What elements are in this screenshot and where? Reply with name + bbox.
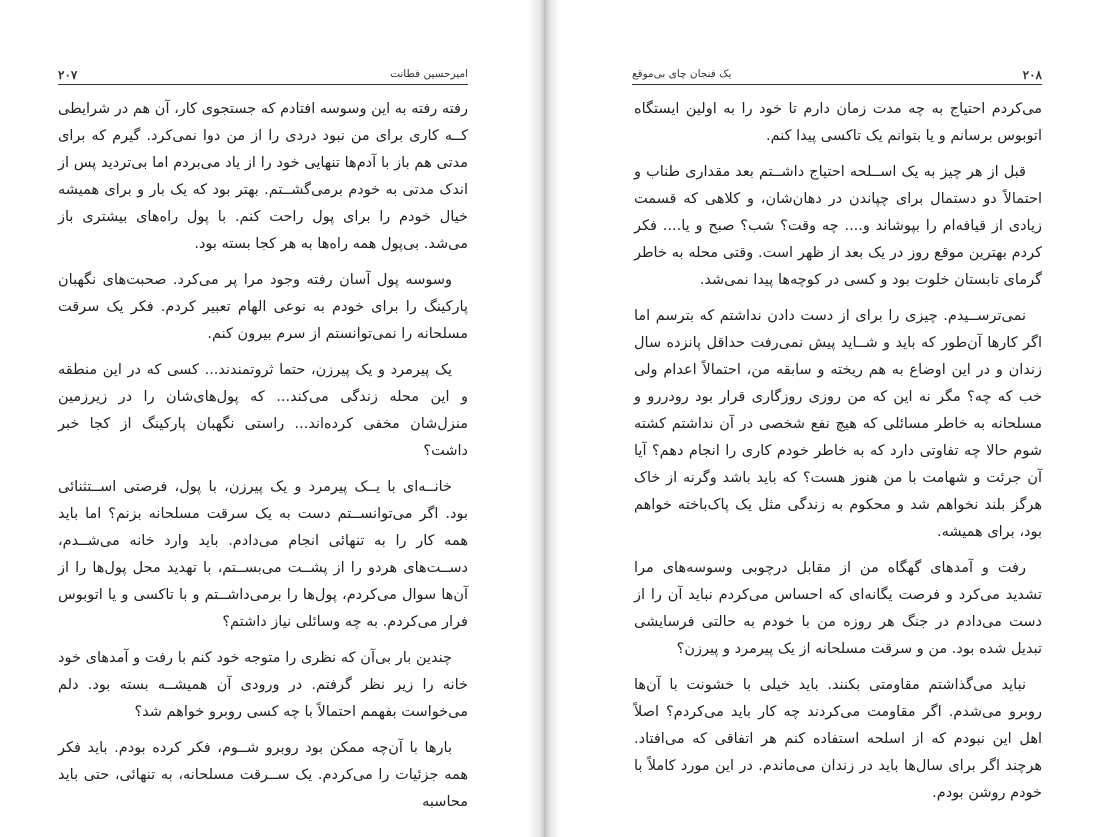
left-page-body xyxy=(58,96,468,825)
paragraph: رفت و آمدهای گهگاه من از مقابل درچوبی وسوسه‌های مرا تشدید می‌کرد و فرصت یگانه‌ای که احساس می‌کردم نباید آن را از دست می‌دادم در جنگ هر روزه من با خودم به حالتی فرسایشی تبدیل شده بود. من و سرقت مسلحانه از یک پیرمرد و پیرزن؟ xyxy=(634,560,1042,657)
paragraph: بارها با آن‌چه ممکن بود روبرو شــوم، فکر کرده بودم. باید فکر همه جزئیات را می‌کردم. یک ســرقت مسلحانه، به تنهائی، حتی باید محاسبه xyxy=(58,740,468,810)
paragraph: نباید می‌گذاشتم مقاومتی بکنند. باید خیلی با خشونت با آن‌ها روبرو می‌شدم. اگر مقاومت می‌کردند چه کار باید می‌کردم؟ اصلاً اهل این نبودم که از اسلحه استفاده کنم هر اتفاقی که می‌افتاد. هرچند اگر برای سال‌ها باید در زندان می‌ماندم. در این مورد کاملاً با خودم روشن بودم. xyxy=(634,677,1042,801)
paragraph: قبل از هر چیز به یک اســلحه احتیاج داشــتم بعد مقداری طناب و احتمالاً دو دستمال برای چپاندن در دهان‌شان، و کلاهی که قسمت زیادی از قیافه‌ام را بپوشاند و.... چه وقت؟ شب؟ صبح و یا.... فکر کردم بهترین موقع روز در یک بعد از ظهر است. وقتی محله به خاطر گرمای تابستان خلوت بود و کسی در کوچه‌ها پیدا نمی‌شد. xyxy=(634,164,1042,288)
left-page-header xyxy=(58,64,468,85)
book-gutter-left xyxy=(528,0,544,837)
paragraph: خانــه‌ای با یــک پیرمرد و یک پیرزن، با پول، فرصتی اســتثنائی بود. اگر می‌توانســتم دست به یک سرقت مسلحانه بزنم؟ اما باید همه کار را به تنهائی انجام می‌دادم. باید وارد خانه می‌شــدم، دســت‌های هردو را از پشــت می‌بســتم، با تهدید محل پول‌ها را از آن‌ها سوال می‌کردم، پول‌ها را برمی‌داشــتم و با تاکسی و یا اتوبوس فرار می‌کردم. به چه وسائلی نیاز داشتم؟ xyxy=(58,479,468,630)
right-page-body xyxy=(634,96,1042,816)
paragraph: می‌کردم احتیاج به چه مدت زمان دارم تا خود را به اولین ایستگاه اتوبوس برسانم و یا بتوانم یک تاکسی پیدا کنم. xyxy=(634,101,1042,144)
right-page xyxy=(560,0,1100,837)
page-number: ۲۰۷ xyxy=(58,68,78,82)
running-title: امیرحسین فطانت xyxy=(390,68,468,80)
paragraph: رفته رفته به این وسوسه افتادم که جستجوی کار، آن هم در شرایطی کــه کاری برای من نبود دردی را از من دوا نمی‌کرد. گیرم که برای مدتی هم باز با آدم‌ها تنهایی خود را از یاد می‌بردم اما بی‌تردید پس از اندک مدتی به خودم برمی‌گشــتم. بهتر بود که یک بار و برای همیشه خیال خودم را برای پول راحت کنم. با پول راه‌های بیشتری باز می‌شد. بی‌پول همه راه‌ها به هر کجا بسته بود. xyxy=(58,101,468,252)
running-title: یک فنجان چای بی‌موقع xyxy=(632,68,732,80)
book-gutter-right xyxy=(544,0,560,837)
right-page-header xyxy=(632,64,1042,85)
left-page xyxy=(0,0,540,837)
paragraph: یک پیرمرد و یک پیرزن، حتما ثروتمندند... کسی که در این منطقه و این محله زندگی می‌کند... که پول‌های‌شان را در زیرزمین منزل‌شان مخفی کرده‌اند... راستی نگهبان پارکینگ از کجا خبر داشت؟ xyxy=(58,362,468,459)
paragraph: چندین بار بی‌آن که نظری را متوجه خود کنم با رفت و آمدهای خود خانه را زیر نظر گرفتم. در ورودی آن همیشــه بسته بود. دلم می‌خواست بفهمم احتمالاً با چه کسی روبرو خواهم شد؟ xyxy=(58,650,468,720)
page-number: ۲۰۸ xyxy=(1022,68,1042,82)
paragraph: نمی‌ترســیدم. چیزی را برای از دست دادن نداشتم که بترسم اما اگر کارها آن‌طور که باید و شــاید پیش نمی‌رفت حداقل پانزده سال زندان و در این اوضاع به هم ریخته و سابقه من، احتمالاً اعدام ولی خب که چه؟ مگر نه این که من روزی روزگاری قرار بود رودررو و مسلحانه به خاطر مسائلی که هیچ نفع شخصی در آن نداشتم کشته شوم حالا چه تفاوتی دارد که به خاطر خودم کاری را انجام دهم؟ آیا آن جرئت و شهامت با من هنوز هست؟ که باید باشد وگرنه از خاک هرگز بلند نخواهم شد و محکوم به زندگی مثل یک پاک‌باخته خواهم بود، برای همیشه. xyxy=(634,308,1042,540)
paragraph: وسوسه پول آسان رفته وجود مرا پر می‌کرد. صحبت‌های نگهبان پارکینگ را برای خودم به نوعی الهام تعبیر کردم. فکر یک سرقت مسلحانه را نمی‌توانستم از سرم بیرون کنم. xyxy=(58,272,468,342)
